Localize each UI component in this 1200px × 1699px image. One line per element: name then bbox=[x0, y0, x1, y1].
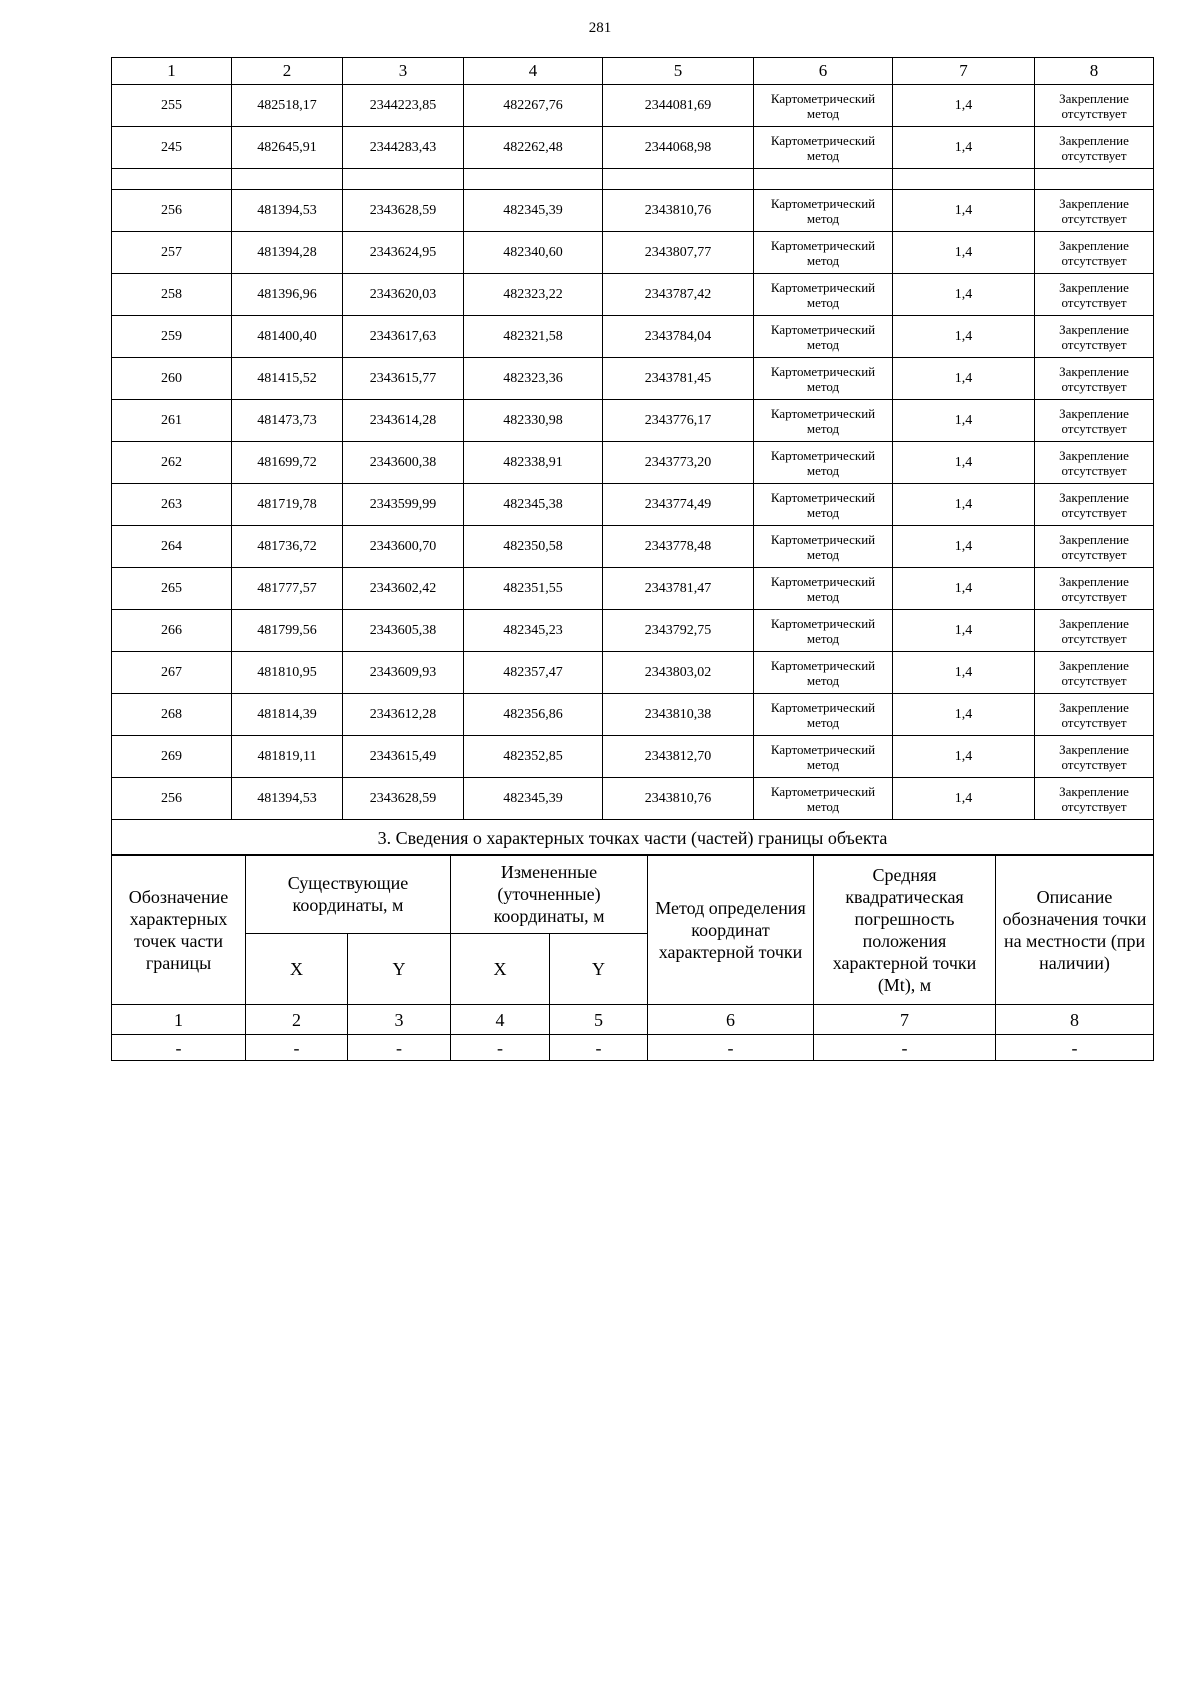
table-row bbox=[112, 736, 1154, 778]
column-number: 4 bbox=[451, 1005, 550, 1035]
y-existing-cell: 2343599,99 bbox=[343, 484, 464, 526]
x-changed-cell: 482321,58 bbox=[464, 316, 603, 358]
column-number: 7 bbox=[814, 1005, 996, 1035]
table-cell: - bbox=[451, 1035, 550, 1061]
y-existing-cell: 2343605,38 bbox=[343, 610, 464, 652]
y-existing-cell: 2343612,28 bbox=[343, 694, 464, 736]
y-changed-cell bbox=[603, 169, 754, 190]
y-changed-cell: 2343778,48 bbox=[603, 526, 754, 568]
y-existing-cell: 2343617,63 bbox=[343, 316, 464, 358]
point-id-cell: 266 bbox=[112, 610, 232, 652]
y-existing-cell: 2343609,93 bbox=[343, 652, 464, 694]
y-changed-cell: 2343810,76 bbox=[603, 778, 754, 820]
y-changed-cell: 2343810,38 bbox=[603, 694, 754, 736]
table-row bbox=[112, 400, 1154, 442]
column-number: 3 bbox=[348, 1005, 451, 1035]
fixing-cell: Закрепление отсутствует bbox=[1035, 610, 1154, 652]
table-row bbox=[112, 232, 1154, 274]
y-changed-cell: 2343787,42 bbox=[603, 274, 754, 316]
error-cell: 1,4 bbox=[893, 694, 1035, 736]
x-changed-cell: 482345,39 bbox=[464, 778, 603, 820]
point-id-cell: 264 bbox=[112, 526, 232, 568]
method-cell: Картометрический метод bbox=[754, 358, 893, 400]
table-cell: - bbox=[648, 1035, 814, 1061]
error-cell: 1,4 bbox=[893, 358, 1035, 400]
column-number: 1 bbox=[112, 1005, 246, 1035]
table-row bbox=[112, 85, 1154, 127]
fixing-cell: Закрепление отсутствует bbox=[1035, 274, 1154, 316]
y-existing-cell: 2343628,59 bbox=[343, 778, 464, 820]
table-row bbox=[112, 169, 1154, 190]
x-existing-cell: 481394,53 bbox=[232, 778, 343, 820]
y-changed-cell: 2343784,04 bbox=[603, 316, 754, 358]
fixing-cell: Закрепление отсутствует bbox=[1035, 484, 1154, 526]
x-existing-cell: 481396,96 bbox=[232, 274, 343, 316]
header-row-1 bbox=[112, 855, 1154, 934]
x-existing-cell: 481799,56 bbox=[232, 610, 343, 652]
header-y-changed: Y bbox=[550, 934, 648, 1005]
error-cell: 1,4 bbox=[893, 568, 1035, 610]
y-existing-cell: 2343615,49 bbox=[343, 736, 464, 778]
column-number: 3 bbox=[343, 58, 464, 85]
x-existing-cell: 481777,57 bbox=[232, 568, 343, 610]
fixing-cell: Закрепление отсутствует bbox=[1035, 652, 1154, 694]
y-changed-cell: 2343792,75 bbox=[603, 610, 754, 652]
point-id-cell: 265 bbox=[112, 568, 232, 610]
header-description: Описание обозначения точки на местности (при наличии) bbox=[996, 855, 1154, 1005]
method-cell: Картометрический метод bbox=[754, 652, 893, 694]
method-cell: Картометрический метод bbox=[754, 526, 893, 568]
point-id-cell: 256 bbox=[112, 778, 232, 820]
empty-data-row bbox=[112, 1035, 1154, 1061]
fixing-cell: Закрепление отсутствует bbox=[1035, 526, 1154, 568]
error-cell: 1,4 bbox=[893, 85, 1035, 127]
x-existing-cell: 482645,91 bbox=[232, 127, 343, 169]
method-cell: Картометрический метод bbox=[754, 232, 893, 274]
y-changed-cell: 2344068,98 bbox=[603, 127, 754, 169]
x-existing-cell: 482518,17 bbox=[232, 85, 343, 127]
point-id-cell: 267 bbox=[112, 652, 232, 694]
x-existing-cell: 481699,72 bbox=[232, 442, 343, 484]
fixing-cell: Закрепление отсутствует bbox=[1035, 442, 1154, 484]
table-row bbox=[112, 358, 1154, 400]
method-cell: Картометрический метод bbox=[754, 400, 893, 442]
table-row bbox=[112, 694, 1154, 736]
column-number: 7 bbox=[893, 58, 1035, 85]
point-id-cell: 268 bbox=[112, 694, 232, 736]
table-cell: - bbox=[996, 1035, 1154, 1061]
error-cell: 1,4 bbox=[893, 484, 1035, 526]
table-cell: - bbox=[814, 1035, 996, 1061]
column-number: 5 bbox=[603, 58, 754, 85]
method-cell: Картометрический метод bbox=[754, 316, 893, 358]
x-existing-cell: 481415,52 bbox=[232, 358, 343, 400]
x-changed-cell: 482340,60 bbox=[464, 232, 603, 274]
column-number: 8 bbox=[1035, 58, 1154, 85]
x-changed-cell bbox=[464, 169, 603, 190]
y-changed-cell: 2343810,76 bbox=[603, 190, 754, 232]
point-id-cell: 255 bbox=[112, 85, 232, 127]
method-cell: Картометрический метод bbox=[754, 778, 893, 820]
y-existing-cell: 2344223,85 bbox=[343, 85, 464, 127]
y-existing-cell: 2343615,77 bbox=[343, 358, 464, 400]
table-row bbox=[112, 442, 1154, 484]
error-cell bbox=[893, 169, 1035, 190]
y-changed-cell: 2343774,49 bbox=[603, 484, 754, 526]
table-cell: - bbox=[348, 1035, 451, 1061]
y-changed-cell: 2343781,47 bbox=[603, 568, 754, 610]
y-changed-cell: 2343812,70 bbox=[603, 736, 754, 778]
x-changed-cell: 482345,38 bbox=[464, 484, 603, 526]
table-cell: - bbox=[550, 1035, 648, 1061]
column-number: 4 bbox=[464, 58, 603, 85]
header-designation: Обозначение характерных точек части границы bbox=[112, 855, 246, 1005]
table-row bbox=[112, 274, 1154, 316]
y-changed-cell: 2343807,77 bbox=[603, 232, 754, 274]
point-id-cell: 263 bbox=[112, 484, 232, 526]
error-cell: 1,4 bbox=[893, 442, 1035, 484]
table-row bbox=[112, 568, 1154, 610]
part-boundary-points-table bbox=[111, 854, 1154, 1061]
x-changed-cell: 482352,85 bbox=[464, 736, 603, 778]
boundary-points-table bbox=[111, 57, 1154, 856]
fixing-cell: Закрепление отсутствует bbox=[1035, 778, 1154, 820]
section3-title: 3. Сведения о характерных точках части (частей) границы объекта bbox=[112, 820, 1154, 856]
x-changed-cell: 482345,39 bbox=[464, 190, 603, 232]
point-id-cell: 256 bbox=[112, 190, 232, 232]
header-y-existing: Y bbox=[348, 934, 451, 1005]
y-changed-cell: 2343776,17 bbox=[603, 400, 754, 442]
table-row bbox=[112, 526, 1154, 568]
fixing-cell: Закрепление отсутствует bbox=[1035, 316, 1154, 358]
y-changed-cell: 2343803,02 bbox=[603, 652, 754, 694]
page-number: 281 bbox=[588, 20, 612, 36]
method-cell: Картометрический метод bbox=[754, 127, 893, 169]
fixing-cell: Закрепление отсутствует bbox=[1035, 736, 1154, 778]
fixing-cell: Закрепление отсутствует bbox=[1035, 568, 1154, 610]
header-x-changed: X bbox=[451, 934, 550, 1005]
x-existing-cell: 481819,11 bbox=[232, 736, 343, 778]
x-existing-cell: 481394,53 bbox=[232, 190, 343, 232]
x-changed-cell: 482357,47 bbox=[464, 652, 603, 694]
column-number: 6 bbox=[648, 1005, 814, 1035]
point-id-cell: 245 bbox=[112, 127, 232, 169]
table-row bbox=[112, 652, 1154, 694]
error-cell: 1,4 bbox=[893, 274, 1035, 316]
y-changed-cell: 2343781,45 bbox=[603, 358, 754, 400]
method-cell: Картометрический метод bbox=[754, 694, 893, 736]
error-cell: 1,4 bbox=[893, 526, 1035, 568]
fixing-cell bbox=[1035, 169, 1154, 190]
table-row bbox=[112, 190, 1154, 232]
error-cell: 1,4 bbox=[893, 316, 1035, 358]
point-id-cell: 260 bbox=[112, 358, 232, 400]
method-cell: Картометрический метод bbox=[754, 442, 893, 484]
fixing-cell: Закрепление отсутствует bbox=[1035, 85, 1154, 127]
header-method: Метод определения координат характерной точки bbox=[648, 855, 814, 1005]
x-existing-cell: 481473,73 bbox=[232, 400, 343, 442]
y-existing-cell: 2343614,28 bbox=[343, 400, 464, 442]
method-cell: Картометрический метод bbox=[754, 568, 893, 610]
fixing-cell: Закрепление отсутствует bbox=[1035, 694, 1154, 736]
y-existing-cell: 2343602,42 bbox=[343, 568, 464, 610]
x-changed-cell: 482323,22 bbox=[464, 274, 603, 316]
method-cell: Картометрический метод bbox=[754, 274, 893, 316]
x-changed-cell: 482338,91 bbox=[464, 442, 603, 484]
fixing-cell: Закрепление отсутствует bbox=[1035, 358, 1154, 400]
column-number: 1 bbox=[112, 58, 232, 85]
x-existing-cell: 481810,95 bbox=[232, 652, 343, 694]
error-cell: 1,4 bbox=[893, 190, 1035, 232]
y-existing-cell bbox=[343, 169, 464, 190]
y-existing-cell: 2343600,70 bbox=[343, 526, 464, 568]
y-existing-cell: 2343620,03 bbox=[343, 274, 464, 316]
x-changed-cell: 482351,55 bbox=[464, 568, 603, 610]
x-existing-cell bbox=[232, 169, 343, 190]
column-number-row bbox=[112, 1005, 1154, 1035]
point-id-cell: 257 bbox=[112, 232, 232, 274]
y-existing-cell: 2343624,95 bbox=[343, 232, 464, 274]
y-existing-cell: 2343600,38 bbox=[343, 442, 464, 484]
error-cell: 1,4 bbox=[893, 736, 1035, 778]
error-cell: 1,4 bbox=[893, 778, 1035, 820]
header-error: Средняя квадратическая погрешность положения характерной точки (Mt), м bbox=[814, 855, 996, 1005]
error-cell: 1,4 bbox=[893, 232, 1035, 274]
x-existing-cell: 481814,39 bbox=[232, 694, 343, 736]
table-cell: - bbox=[112, 1035, 246, 1061]
table-cell: - bbox=[246, 1035, 348, 1061]
x-existing-cell: 481400,40 bbox=[232, 316, 343, 358]
method-cell: Картометрический метод bbox=[754, 484, 893, 526]
column-number: 2 bbox=[246, 1005, 348, 1035]
error-cell: 1,4 bbox=[893, 652, 1035, 694]
y-existing-cell: 2344283,43 bbox=[343, 127, 464, 169]
x-changed-cell: 482267,76 bbox=[464, 85, 603, 127]
error-cell: 1,4 bbox=[893, 610, 1035, 652]
header-existing-coordinates: Существующие координаты, м bbox=[246, 855, 451, 934]
table-row bbox=[112, 610, 1154, 652]
x-existing-cell: 481394,28 bbox=[232, 232, 343, 274]
table-row bbox=[112, 127, 1154, 169]
x-existing-cell: 481719,78 bbox=[232, 484, 343, 526]
x-changed-cell: 482345,23 bbox=[464, 610, 603, 652]
y-existing-cell: 2343628,59 bbox=[343, 190, 464, 232]
method-cell: Картометрический метод bbox=[754, 190, 893, 232]
table-row bbox=[112, 778, 1154, 820]
x-changed-cell: 482323,36 bbox=[464, 358, 603, 400]
method-cell bbox=[754, 169, 893, 190]
x-changed-cell: 482330,98 bbox=[464, 400, 603, 442]
fixing-cell: Закрепление отсутствует bbox=[1035, 127, 1154, 169]
table-row bbox=[112, 484, 1154, 526]
point-id-cell bbox=[112, 169, 232, 190]
fixing-cell: Закрепление отсутствует bbox=[1035, 190, 1154, 232]
fixing-cell: Закрепление отсутствует bbox=[1035, 232, 1154, 274]
y-changed-cell: 2343773,20 bbox=[603, 442, 754, 484]
point-id-cell: 259 bbox=[112, 316, 232, 358]
x-existing-cell: 481736,72 bbox=[232, 526, 343, 568]
x-changed-cell: 482350,58 bbox=[464, 526, 603, 568]
header-x-existing: X bbox=[246, 934, 348, 1005]
column-number: 8 bbox=[996, 1005, 1154, 1035]
method-cell: Картометрический метод bbox=[754, 736, 893, 778]
x-changed-cell: 482356,86 bbox=[464, 694, 603, 736]
point-id-cell: 262 bbox=[112, 442, 232, 484]
column-number: 6 bbox=[754, 58, 893, 85]
column-number-row bbox=[112, 58, 1154, 85]
table-row bbox=[112, 316, 1154, 358]
error-cell: 1,4 bbox=[893, 400, 1035, 442]
header-changed-coordinates: Измененные (уточненные) координаты, м bbox=[451, 855, 648, 934]
column-number: 2 bbox=[232, 58, 343, 85]
x-changed-cell: 482262,48 bbox=[464, 127, 603, 169]
section3-title-row bbox=[112, 820, 1154, 856]
error-cell: 1,4 bbox=[893, 127, 1035, 169]
method-cell: Картометрический метод bbox=[754, 85, 893, 127]
y-changed-cell: 2344081,69 bbox=[603, 85, 754, 127]
fixing-cell: Закрепление отсутствует bbox=[1035, 400, 1154, 442]
point-id-cell: 261 bbox=[112, 400, 232, 442]
method-cell: Картометрический метод bbox=[754, 610, 893, 652]
column-number: 5 bbox=[550, 1005, 648, 1035]
point-id-cell: 269 bbox=[112, 736, 232, 778]
point-id-cell: 258 bbox=[112, 274, 232, 316]
